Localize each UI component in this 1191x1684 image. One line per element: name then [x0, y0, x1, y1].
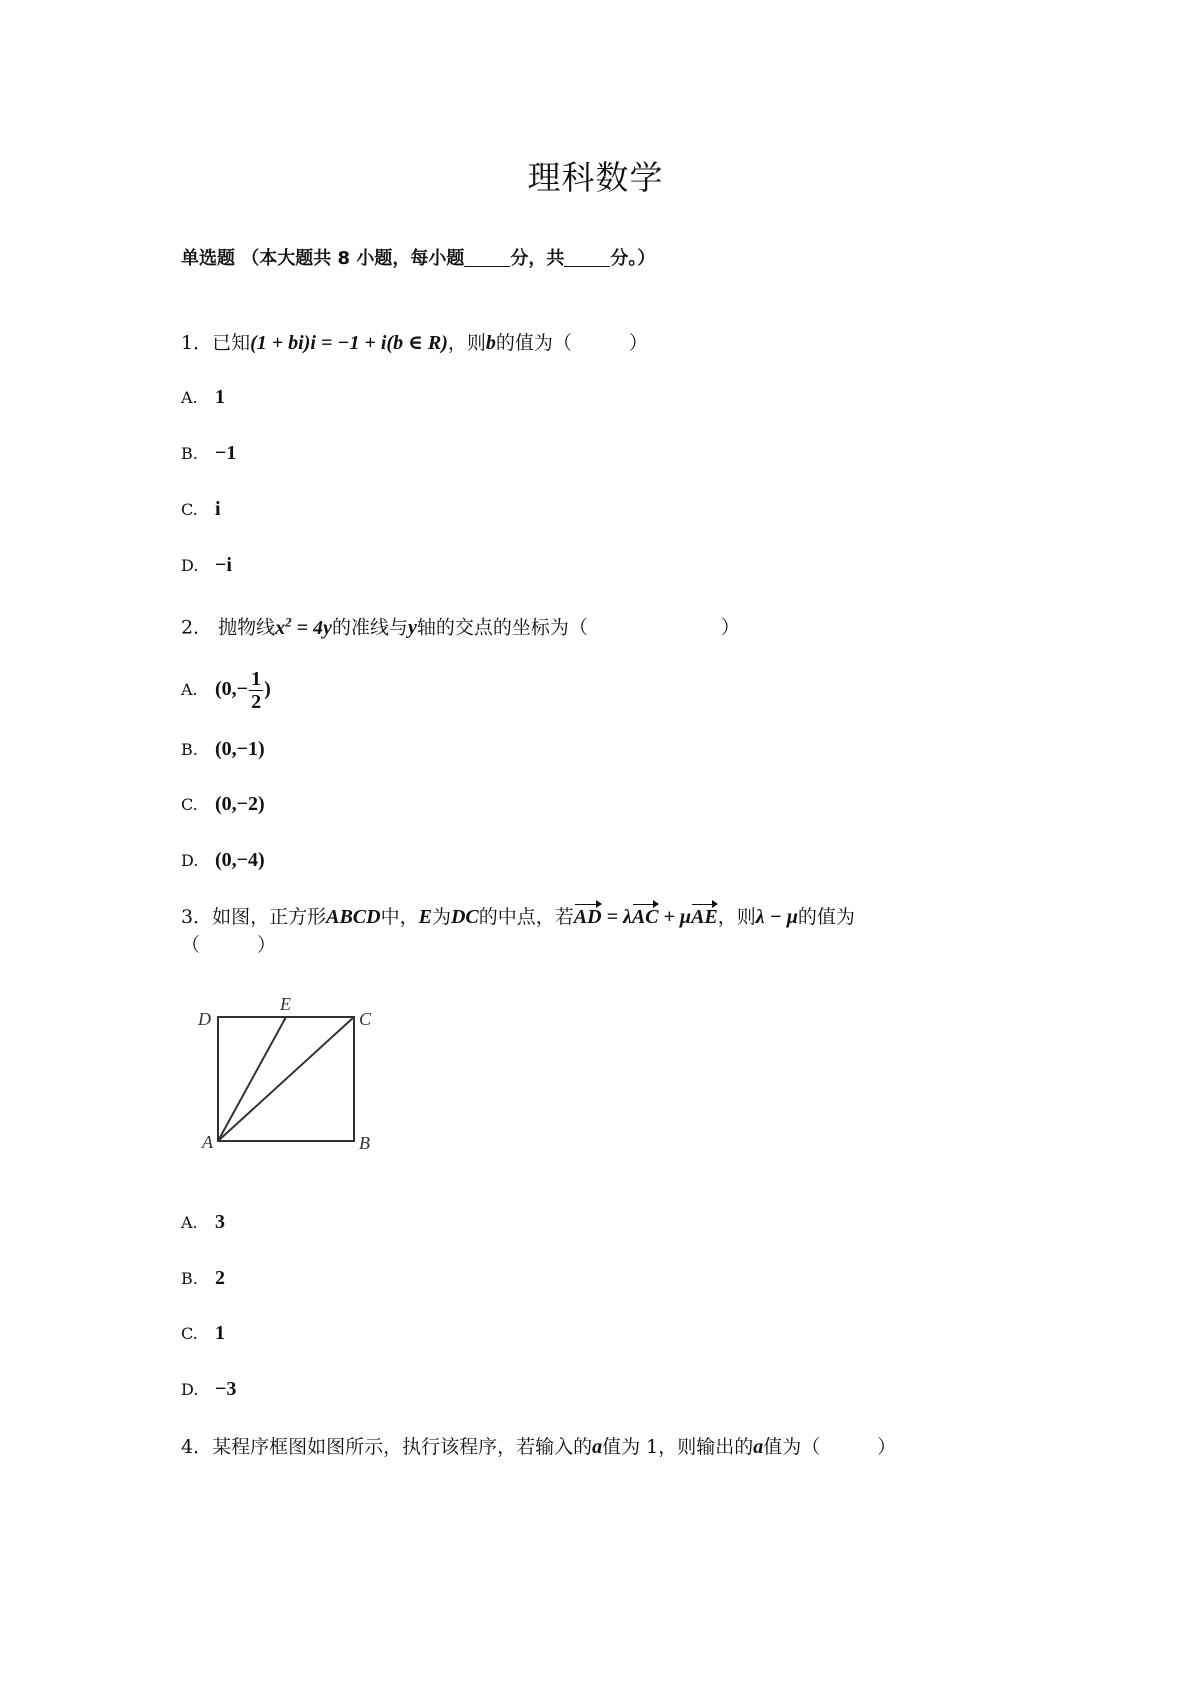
option-value: [215, 668, 271, 713]
option-a[interactable]: [181, 1211, 225, 1234]
option-a[interactable]: [181, 386, 225, 409]
fraction: [249, 668, 263, 713]
math-operator: = λ: [601, 906, 632, 928]
option-value: −1: [215, 442, 237, 464]
option-b[interactable]: [181, 1267, 225, 1290]
question-3-line2: （ ）: [181, 934, 277, 956]
option-letter: A.: [181, 1213, 198, 1232]
section-label: 分。）: [610, 248, 656, 269]
segment-ac: [218, 1017, 354, 1141]
math-variable: ABCD: [326, 906, 381, 928]
formula-exponent: 2: [285, 614, 292, 629]
section-label: 分，共: [510, 248, 565, 269]
question-text: 的中点，若: [478, 906, 574, 928]
math-formula: [275, 614, 332, 639]
score-blank: [464, 248, 510, 267]
math-variable: y: [407, 616, 417, 639]
label-a: A: [202, 1132, 213, 1152]
fraction-numerator: 1: [251, 668, 262, 690]
vector-ac: AC: [631, 906, 659, 928]
option-letter: D.: [181, 1380, 199, 1399]
option-value: 1: [215, 386, 225, 408]
question-text: 为: [431, 906, 451, 928]
label-e: E: [280, 994, 291, 1014]
option-value-part: (0,−: [215, 678, 249, 701]
label-d: D: [198, 1009, 211, 1029]
formula-rest: = 4y: [291, 616, 332, 639]
option-d[interactable]: [181, 1378, 236, 1401]
square-figure: [196, 992, 386, 1152]
section-header: [181, 244, 655, 270]
math-formula: (1 + bi)i = −1 + i(b ∈ R): [250, 332, 448, 354]
question-text: ，则: [717, 906, 756, 928]
fraction-denominator: 2: [251, 691, 262, 713]
option-value: (0,−2): [215, 793, 265, 815]
page-title: 理科数学: [527, 158, 664, 197]
question-number: 2．: [181, 616, 213, 639]
label-b: B: [359, 1133, 370, 1152]
math-variable: DC: [450, 906, 479, 928]
question-text: 的值为: [797, 906, 855, 928]
question-text: 如图，正方形: [212, 906, 327, 928]
question-text: 的准线与: [331, 616, 408, 639]
math-variable: a: [592, 1436, 603, 1458]
vector-ad: AD: [573, 906, 602, 928]
math-operator: + μ: [658, 906, 692, 928]
option-value: i: [215, 498, 221, 520]
math-expression: λ − μ: [755, 906, 798, 928]
question-text: 的值为（ ）: [495, 332, 648, 354]
question-number: 1．: [181, 332, 213, 354]
option-letter: A.: [181, 680, 198, 700]
option-letter: C.: [181, 500, 198, 519]
question-text: 中，: [380, 906, 419, 928]
option-b[interactable]: [181, 442, 236, 465]
question-text: 轴的交点的坐标为（ ）: [416, 616, 740, 639]
label-c: C: [359, 1009, 372, 1029]
question-text: 抛物线: [218, 616, 276, 639]
question-3: [181, 904, 855, 930]
question-1: [181, 330, 648, 356]
option-value: (0,−1): [215, 738, 265, 760]
question-text: 已知: [212, 332, 251, 354]
question-text: 值为 1，则输出的: [602, 1436, 754, 1458]
math-variable: a: [753, 1436, 764, 1458]
option-letter: C.: [181, 795, 198, 814]
option-value: 3: [215, 1211, 225, 1233]
option-letter: D.: [181, 556, 199, 575]
question-text: 某程序框图如图所示，执行该程序，若输入的: [212, 1436, 593, 1458]
option-d[interactable]: [181, 554, 232, 577]
segment-ae: [218, 1017, 286, 1141]
option-value: 2: [215, 1267, 225, 1289]
option-value-part: ): [264, 678, 271, 701]
question-text: 值为（ ）: [763, 1436, 897, 1458]
math-variable: E: [418, 906, 432, 928]
question-text: ，则: [447, 332, 486, 354]
option-value: (0,−4): [215, 849, 265, 871]
option-d[interactable]: [181, 849, 265, 872]
question-number: 3．: [181, 906, 213, 928]
option-c[interactable]: [181, 793, 265, 816]
question-2: [181, 609, 740, 641]
math-variable: b: [485, 332, 496, 354]
formula-base: x: [275, 616, 286, 639]
option-value: 1: [215, 1322, 225, 1344]
option-letter: B.: [181, 740, 198, 759]
option-letter: C.: [181, 1324, 198, 1343]
option-value: −i: [215, 554, 232, 576]
option-b[interactable]: [181, 738, 265, 761]
option-letter: A.: [181, 388, 198, 407]
option-letter: D.: [181, 851, 199, 870]
question-number: 4．: [181, 1436, 213, 1458]
score-blank: [564, 248, 610, 267]
vector-ae: AE: [691, 906, 718, 928]
question-4: [181, 1434, 896, 1460]
option-letter: B.: [181, 1269, 198, 1288]
option-a[interactable]: [181, 668, 271, 713]
option-value: −3: [215, 1378, 237, 1400]
section-label: 单选题 （本大题共 8 小题，每小题: [181, 248, 465, 269]
option-c[interactable]: [181, 498, 221, 521]
option-letter: B.: [181, 444, 198, 463]
option-c[interactable]: [181, 1322, 225, 1345]
